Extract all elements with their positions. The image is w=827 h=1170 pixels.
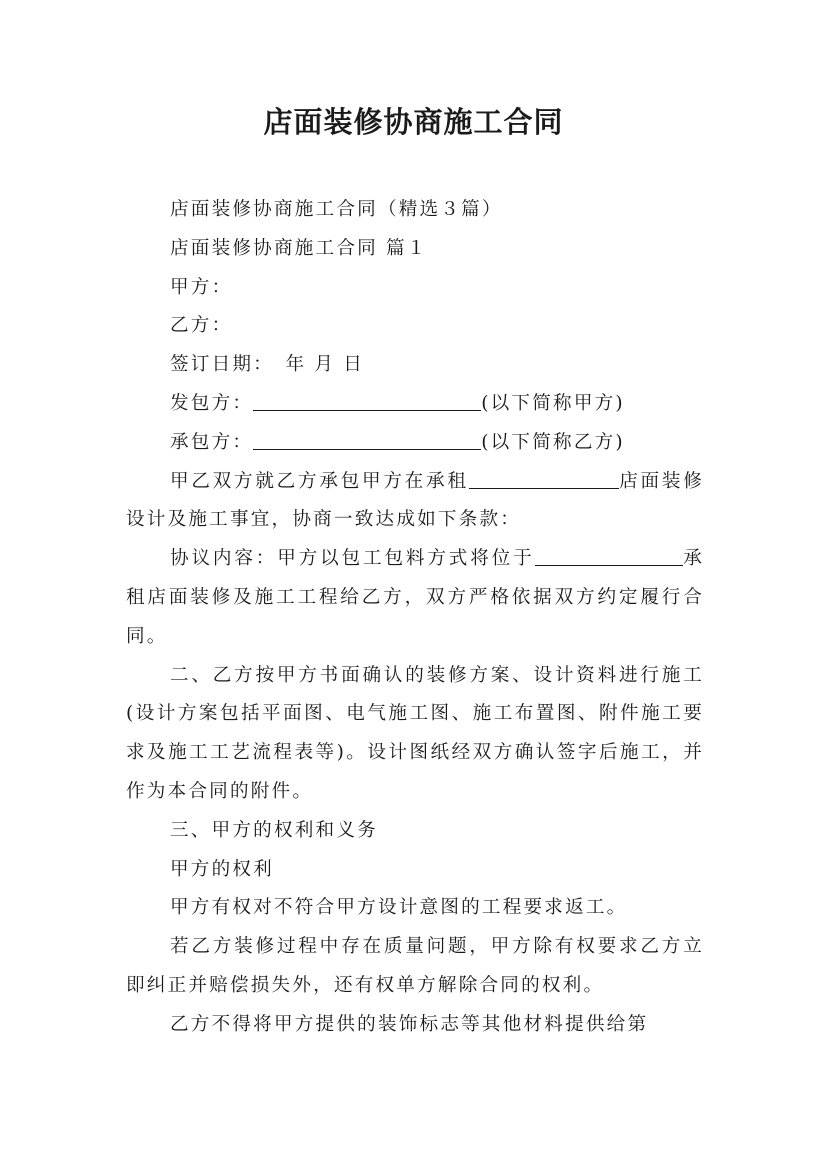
paragraph-part-heading: 店面装修协商施工合同 篇１	[170, 237, 428, 259]
paragraph-materials: 乙方不得将甲方提供的装饰标志等其他材料提供给第	[170, 1013, 649, 1035]
paragraph-party-a: 甲方：	[170, 276, 233, 298]
agreement-before: 协议内容：甲方以包工包料方式将位于	[170, 548, 535, 570]
paragraph-clause-3-heading: 三、甲方的权利和义务	[170, 819, 378, 841]
agreement-blank	[535, 545, 683, 566]
contractor-label: 承包方：	[170, 431, 254, 453]
contractor-blank	[253, 429, 481, 450]
scope-before: 甲乙双方就乙方承包甲方在承租	[170, 470, 469, 492]
employer-note: (以下简称甲方)	[481, 392, 625, 414]
paragraph-subtitle: 店面装修协商施工合同（精选３篇）	[170, 199, 503, 220]
document-title: 店面装修协商施工合同	[263, 105, 564, 139]
scope-blank	[469, 468, 619, 489]
paragraph-right-terminate: 若乙方装修过程中存在质量问题，甲方除有权要求乙方立即纠正并赔偿损失外，还有权单方解除合同的权利。	[126, 936, 704, 996]
paragraph-sign-date: 签订日期： 年 月 日	[170, 354, 365, 376]
paragraph-clause-2: 二、乙方按甲方书面确认的装修方案、设计资料进行施工(设计方案包括平面图、电气施工图、施工布置图、附件施工要求及施工工艺流程表等)。设计图纸经双方确认签字后施工，并作为本合同的附件。	[126, 664, 704, 802]
document-body	[126, 191, 704, 1045]
paragraph-employer	[126, 385, 704, 424]
paragraph-right-rework: 甲方有权对不符合甲方设计意图的工程要求返工。	[170, 897, 628, 919]
scope-after: 店面装修设计及施工事宜，协商一致达成如下条款：	[126, 470, 704, 531]
employer-label: 发包方：	[170, 392, 254, 414]
agreement-after: 承租店面装修及施工工程给乙方，双方严格依据双方约定履行合同。	[126, 548, 705, 647]
paragraph-scope	[126, 463, 704, 541]
paragraph-party-b: 乙方：	[170, 315, 233, 337]
paragraph-agreement	[126, 540, 704, 656]
employer-blank	[253, 390, 481, 411]
paragraph-contractor	[126, 424, 704, 463]
paragraph-rights-heading: 甲方的权利	[170, 858, 274, 880]
contractor-note: (以下简称乙方)	[481, 431, 625, 453]
